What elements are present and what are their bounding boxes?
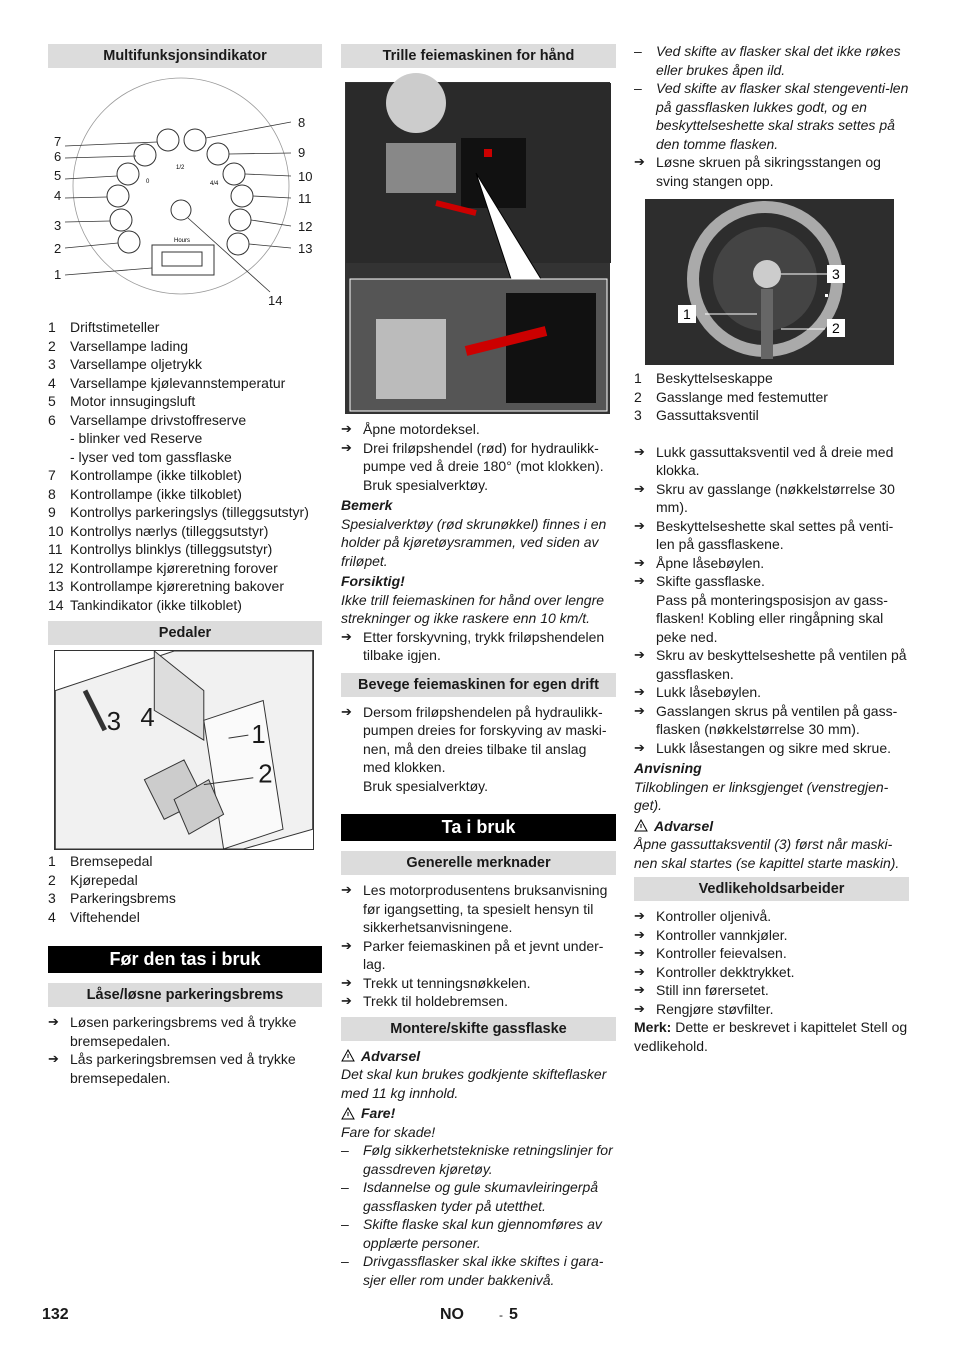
list-item: 2 Varsellampe lading (48, 337, 189, 354)
list-item: 8 Kontrollampe (ikke tilkoblet) (48, 485, 242, 502)
list-item: ➔ Åpne låsebøylen. (634, 554, 765, 571)
warning-label: Advarsel (634, 817, 909, 836)
warning-triangle-icon (341, 1049, 355, 1062)
list-item: ➔ Kontroller feievalsen. (634, 945, 787, 961)
gas-cylinder-photo (645, 199, 894, 365)
arrow-right-icon: ➔ (634, 647, 645, 662)
arrow-right-icon: ➔ (341, 628, 352, 644)
warning-text: Det skal kun brukes godkjente skifteflasker med 11 kg innhold. (341, 1066, 607, 1101)
list-item: ➔ Trekk ut tenningsnøkkelen. (341, 974, 531, 991)
section-heading: Montere/skifte gassflaske (341, 1017, 616, 1041)
list-item: 4 Varsellampe kjølevannstemperatur (48, 374, 286, 391)
arrow-right-icon: ➔ (634, 702, 645, 718)
arrow-right-icon: ➔ (341, 421, 352, 436)
list-item: 11 Kontrollys blinklys (tilleggsutstyr) (48, 541, 273, 557)
list-subitem: - lyser ved tom gassflaske (70, 448, 232, 465)
list-item: 13 Kontrollampe kjøreretning bakover (48, 578, 284, 594)
gauge-callout-6: 6 (54, 149, 62, 164)
danger-label: Fare! (341, 1104, 616, 1123)
list-item: 9 Kontrollys parkeringslys (tilleggsutstyr) (48, 504, 309, 520)
gauge-quarter-label: 4/4 (210, 181, 219, 187)
section-heading: Vedlikeholdsarbeider (634, 877, 909, 901)
list-item: ➔ Drei friløpshendel (rød) for hydraulikk-pumpe ved å dreie 180° (mot klokken). (341, 439, 604, 474)
list-item: ➔ Kontroller vannkjøler. (634, 926, 788, 943)
gauge-half-label: 1/2 (176, 165, 185, 171)
chapter-heading: Før den tas i bruk (48, 946, 322, 973)
list-item: 1 Bremsepedal (48, 853, 153, 869)
gauge-hours-label: Hours (174, 238, 191, 244)
arrow-right-icon: ➔ (634, 926, 645, 942)
footer-separator: - (499, 1308, 503, 1322)
photo-callout-3: 3 (832, 266, 840, 282)
arrow-right-icon: ➔ (634, 684, 645, 699)
list-item: 3 Parkeringsbrems (48, 890, 176, 906)
list-item: 14 Tankindikator (ikke tilkoblet) (48, 596, 242, 613)
section-heading: Multifunksjonsindikator (48, 44, 322, 68)
list-item: ➔ Gasslangen skrus på ventilen på gass-flasken (nøkkelstørrelse 30 mm). (634, 702, 898, 737)
list-item: 10 Kontrollys nærlys (tilleggsutstyr) (48, 522, 269, 539)
body-text: Bruk spesialverktøy. (363, 777, 488, 794)
arrow-right-icon: ➔ (634, 945, 645, 960)
pedal-callout-4: 4 (140, 704, 155, 733)
photo-callout-2: 2 (832, 320, 840, 336)
arrow-right-icon: ➔ (341, 993, 352, 1008)
gauge-callout-4: 4 (54, 188, 62, 203)
gauge-callout-12: 12 (298, 219, 313, 234)
gauge-callout-3: 3 (54, 218, 62, 233)
gauge-zero-label: 0 (146, 179, 150, 185)
list-item: ➔ Løsen parkeringsbrems ved å trykke bremsepedalen. (48, 1014, 297, 1049)
multifunction-gauge-diagram (48, 70, 322, 308)
list-item: ➔ Parker feiemaskinen på et jevnt under-lag. (341, 937, 604, 972)
column-2 (341, 44, 616, 1289)
list-item: – Ved skifte av flasker skal det ikke røkes eller brukes åpen ild. (634, 43, 901, 78)
list-item: ➔ Beskyttelseshette skal settes på venti-len på gassflaskene. (634, 517, 894, 552)
list-item: – Ved skifte av flasker skal stengeventi-len på gassflasken lukkes godt, og en beskyttelseshette skal straks settes på den tomme flasken. (634, 80, 909, 152)
pedal-callout-3: 3 (106, 708, 122, 737)
list-item: ➔ Etter forskyvning, trykk friløpshendelen tilbake igjen. (341, 628, 605, 663)
list-item: ➔ Lukk låsebøylen. (634, 684, 762, 700)
list-item: ➔ Lukk gassuttaksventil ved å dreie med klokka. (634, 443, 894, 478)
pedals-diagram (54, 650, 314, 850)
caution-label: Forsiktig! (341, 573, 405, 589)
list-item: ➔ Lås parkeringsbremsen ved å trykke bremsepedalen. (48, 1051, 296, 1086)
list-subitem: - blinker ved Reserve (70, 430, 203, 446)
list-item: 7 Kontrollampe (ikke tilkoblet) (48, 467, 242, 483)
multifunction-legend (48, 318, 322, 614)
section-heading: Generelle merknader (341, 851, 616, 875)
body-text: Pass på monteringsposisjon av gass-flasken! Kobling eller ringåpning skal peke ned. (656, 591, 888, 645)
list-item: ➔ Skru av beskyttelseshette på ventilen på gassflasken. (634, 647, 907, 682)
section-heading: Pedaler (48, 621, 322, 645)
language-code: NO (440, 1306, 464, 1323)
pedal-callout-1: 1 (251, 721, 266, 750)
gauge-callout-7: 7 (54, 134, 62, 149)
note-paragraph: Merk: Dette er beskrevet i kapittelet Stell og vedlikehold. (634, 1019, 908, 1054)
list-item: – Isdannelse og gule skumavleiringerpå gassflasken tyder på utetthet. (341, 1179, 599, 1214)
arrow-right-icon: ➔ (341, 439, 352, 455)
gauge-callout-2: 2 (54, 241, 62, 256)
arrow-right-icon: ➔ (341, 937, 352, 953)
danger-text: Fare for skade! (341, 1123, 436, 1140)
warning-triangle-icon (634, 819, 648, 832)
column-1 (48, 44, 322, 1087)
list-item: 12 Kontrollampe kjøreretning forover (48, 559, 278, 576)
arrow-right-icon: ➔ (634, 480, 645, 496)
list-item: – Drivgassflasker skal ikke skiftes i gara-sjer eller rom under bakkenivå. (341, 1253, 604, 1288)
gauge-callout-11: 11 (298, 191, 312, 206)
section-heading: Låse/løsne parkeringsbrems (48, 983, 322, 1007)
list-item: 6 Varsellampe drivstoffreserve (48, 411, 247, 428)
arrow-right-icon: ➔ (634, 554, 645, 570)
list-item: 1 Driftstimeteller (48, 319, 160, 335)
arrow-right-icon: ➔ (634, 963, 645, 979)
list-item: 3 Varsellampe oljetrykk (48, 356, 203, 372)
list-item: ➔ Skru av gasslange (nøkkelstørrelse 30 mm). (634, 480, 895, 515)
list-item: ➔ Trekk til holdebremsen. (341, 993, 508, 1009)
gauge-callout-1: 1 (54, 267, 62, 282)
photo-callout-1: 1 (683, 306, 691, 322)
arrow-right-icon: ➔ (634, 573, 645, 588)
list-item: ➔ Kontroller oljenivå. (634, 908, 772, 924)
list-item: ➔ Dersom friløpshendelen på hydraulikk-pumpen dreies for forskyving av maski-nen, må den dreies tilbake til anslag med klokken. (341, 703, 607, 775)
note-label: Bemerk (341, 497, 393, 513)
page-number: 132 (42, 1306, 69, 1323)
list-item: ➔ Kontroller dekktrykket. (634, 963, 795, 980)
section-heading: Trille feiemaskinen for hånd (341, 44, 616, 68)
pedal-callout-2: 2 (258, 760, 273, 789)
hint-text: Tilkoblingen er linksgjenget (venstregjen-get). (634, 778, 889, 813)
column-3 (634, 42, 909, 1055)
arrow-right-icon: ➔ (341, 703, 352, 719)
gauge-callout-9: 9 (298, 145, 306, 160)
arrow-right-icon: ➔ (634, 517, 645, 533)
warning-label: Advarsel (341, 1047, 616, 1066)
arrow-right-icon: ➔ (634, 443, 645, 459)
pedal-legend (48, 852, 322, 926)
gauge-callout-8: 8 (298, 115, 306, 130)
list-item: ➔ Skifte gassflaske. (634, 573, 765, 589)
gauge-callout-5: 5 (54, 168, 62, 183)
list-item: 5 Motor innsugingsluft (48, 393, 196, 409)
gauge-callout-13: 13 (298, 241, 313, 256)
arrow-right-icon: ➔ (341, 974, 352, 990)
list-item: ➔ Åpne motordeksel. (341, 421, 480, 437)
list-item: 4 Viftehendel (48, 908, 140, 925)
warning-text: Åpne gassuttaksventil (3) først når maski-nen skal startes (se kapittel starte maskin). (634, 836, 900, 871)
body-text: Bruk spesialverktøy. (363, 476, 488, 493)
arrow-right-icon: ➔ (634, 982, 645, 997)
list-item: 3 Gassuttaksventil (634, 407, 759, 423)
gauge-callout-14: 14 (268, 293, 283, 308)
arrow-right-icon: ➔ (48, 1051, 59, 1066)
list-item: 2 Gasslange med festemutter (634, 388, 828, 405)
list-item: 2 Kjørepedal (48, 871, 138, 888)
caution-text: Ikke trill feiemaskinen for hånd over lengre strekninger og ikke raskere enn 10 km/t. (341, 591, 605, 626)
list-item: ➔ Rengjøre støvfilter. (634, 1000, 774, 1017)
arrow-right-icon: ➔ (341, 882, 352, 897)
arrow-right-icon: ➔ (48, 1014, 59, 1029)
arrow-right-icon: ➔ (634, 154, 645, 169)
list-item: ➔ Lukk låsestangen og sikre med skrue. (634, 739, 892, 756)
freewheel-lever-photo (345, 82, 610, 414)
list-item: ➔ Løsne skruen på sikringsstangen og sving stangen opp. (634, 154, 881, 189)
list-item: ➔ Still inn førersetet. (634, 982, 769, 998)
hint-label: Anvisning (634, 760, 702, 776)
gauge-callout-10: 10 (298, 169, 313, 184)
arrow-right-icon: ➔ (634, 1000, 645, 1016)
list-item: – Følg sikkerhetstekniske retningslinjer for gassdreven kjøretøy. (341, 1142, 613, 1177)
list-item: 1 Beskyttelseskappe (634, 370, 773, 386)
list-item: ➔ Les motorprodusentens bruksanvisning før igangsetting, ta spesielt hensyn til sikkerhetsanvisningene. (341, 882, 608, 935)
warning-triangle-icon (341, 1107, 355, 1120)
list-item: – Skifte flaske skal kun gjennomføres av opplærte personer. (341, 1216, 602, 1251)
arrow-right-icon: ➔ (634, 908, 645, 923)
chapter-heading: Ta i bruk (341, 814, 616, 841)
arrow-right-icon: ➔ (634, 739, 645, 755)
section-heading: Bevege feiemaskinen for egen drift (341, 673, 616, 697)
photo-legend (634, 369, 909, 425)
section-number: 5 (509, 1306, 518, 1323)
note-text: Spesialverktøy (rød skrunøkkel) finnes i en holder på kjøretøysrammen, ved siden av friløpet. (341, 515, 607, 569)
